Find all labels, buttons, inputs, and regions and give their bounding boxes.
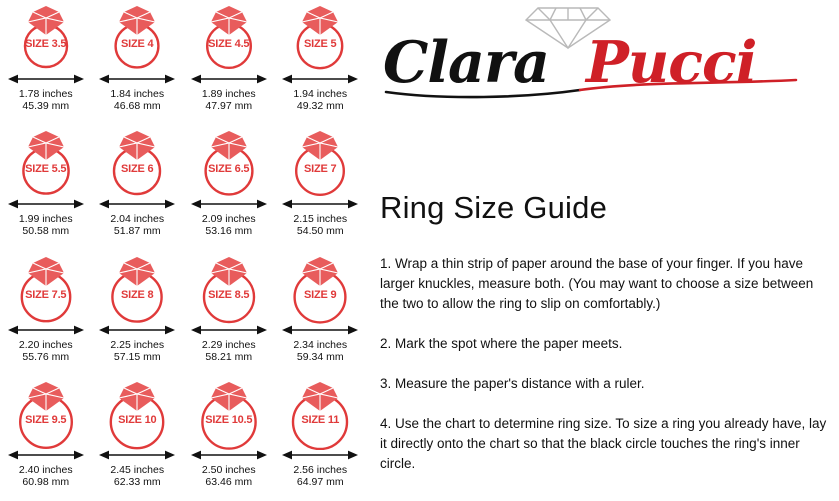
ring-size-cell[interactable] (92, 251, 184, 376)
double-arrow-icon (278, 448, 362, 462)
ring-measurements (202, 339, 256, 363)
guide-step-4: 4. Use the chart to determine ring size. To size a ring you already have, lay it directly onto the chart so that the black circle touches the ring's inner circle. (380, 416, 827, 471)
ring-illustration (4, 127, 88, 199)
ring-inches: 1.94 inches (293, 88, 348, 100)
ring-illustration (187, 378, 271, 450)
ring-size-cell[interactable] (0, 0, 92, 125)
guide-step-3: 3. Measure the paper's distance with a ruler. (380, 376, 645, 391)
double-arrow-icon (187, 448, 271, 462)
brand-name-first: Clara (383, 29, 549, 96)
brand-logo (378, 4, 778, 108)
diameter-arrow (278, 448, 362, 462)
ring-inches: 2.15 inches (293, 213, 348, 226)
ring-size-label: SIZE 8.5 (208, 288, 250, 301)
ring-inches: 1.89 inches (201, 88, 256, 100)
ring-mm: 60.98 mm (22, 475, 70, 488)
ring-illustration (4, 253, 88, 325)
ring-mm: 51.87 mm (113, 225, 161, 238)
ring-illustration (187, 127, 271, 199)
ring-inches: 2.04 inches (110, 213, 165, 226)
ring-size-cell[interactable] (275, 376, 367, 501)
ring-size-label: SIZE 11 (301, 413, 340, 426)
ring-size-label: SIZE 6.5 (208, 163, 250, 176)
ring-mm: 62.33 mm (113, 475, 161, 488)
ring-illustration (278, 378, 362, 450)
double-arrow-icon (95, 448, 179, 462)
ring-illustration (95, 2, 179, 74)
ring-size-cell[interactable] (0, 125, 92, 250)
double-arrow-icon (4, 448, 88, 462)
chart-row (0, 0, 366, 125)
ring-measurements (110, 88, 164, 112)
ring-measurements (110, 339, 164, 363)
double-arrow-icon (278, 323, 362, 337)
ring-mm: 57.15 mm (113, 350, 161, 363)
ring-size-label: SIZE 10 (118, 413, 157, 426)
ring-mm: 45.39 mm (22, 100, 70, 112)
ring-size-cell[interactable] (183, 0, 275, 125)
ring-measurements (110, 213, 164, 237)
ring-measurements (19, 213, 73, 237)
ring-inches: 2.40 inches (18, 463, 73, 476)
ring-illustration (278, 253, 362, 325)
diameter-arrow (95, 197, 179, 211)
ring-measurements (293, 339, 347, 363)
ring-size-cell[interactable] (0, 376, 92, 501)
ring-size-label: SIZE 7.5 (25, 288, 67, 301)
ring-inches: 2.45 inches (110, 463, 165, 476)
ring-mm: 46.68 mm (113, 100, 161, 112)
ring-mm: 49.32 mm (296, 100, 344, 112)
ring-inches: 1.99 inches (18, 213, 73, 226)
diameter-arrow (95, 323, 179, 337)
ring-size-cell[interactable] (92, 125, 184, 250)
double-arrow-icon (187, 323, 271, 337)
ring-size-label: SIZE 6 (121, 163, 154, 176)
ring-mm: 59.34 mm (296, 350, 344, 363)
diameter-arrow (278, 72, 362, 86)
ring-mm: 50.58 mm (22, 225, 70, 238)
double-arrow-icon (4, 197, 88, 211)
ring-illustration (187, 2, 271, 74)
diameter-arrow (278, 323, 362, 337)
ring-inches: 2.09 inches (201, 213, 256, 226)
diameter-arrow (95, 72, 179, 86)
diameter-arrow (187, 448, 271, 462)
ring-size-cell[interactable] (275, 251, 367, 376)
ring-size-cell[interactable] (275, 125, 367, 250)
ring-size-cell[interactable] (183, 125, 275, 250)
page-title: Ring Size Guide (380, 190, 608, 225)
ring-size-label: SIZE 7 (304, 163, 337, 176)
ring-size-cell[interactable] (275, 0, 367, 125)
ring-inches: 2.50 inches (201, 463, 256, 476)
ring-size-label: SIZE 5 (304, 38, 337, 50)
chart-row (0, 251, 366, 376)
double-arrow-icon (95, 323, 179, 337)
ring-mm: 47.97 mm (205, 100, 253, 112)
ring-mm: 53.16 mm (205, 225, 253, 238)
diameter-arrow (4, 323, 88, 337)
ring-size-cell[interactable] (183, 376, 275, 501)
ring-illustration (278, 2, 362, 74)
diameter-arrow (278, 197, 362, 211)
diameter-arrow (4, 197, 88, 211)
ring-illustration (187, 253, 271, 325)
double-arrow-icon (187, 197, 271, 211)
diameter-arrow (187, 197, 271, 211)
ring-size-label: SIZE 10.5 (205, 413, 253, 426)
guide-step-2: 2. Mark the spot where the paper meets. (380, 336, 623, 351)
brand-name-second: Pucci (586, 29, 757, 96)
ring-measurements (293, 88, 347, 112)
chart-row (0, 376, 366, 501)
ring-measurements (110, 464, 164, 488)
diameter-arrow (4, 448, 88, 462)
ring-illustration (4, 378, 88, 450)
ring-inches: 2.56 inches (293, 463, 348, 476)
ring-size-cell[interactable] (183, 251, 275, 376)
ring-mm: 54.50 mm (296, 225, 344, 238)
double-arrow-icon (4, 72, 88, 86)
ring-measurements (202, 213, 256, 237)
ring-size-cell[interactable] (92, 0, 184, 125)
ring-mm: 64.97 mm (296, 475, 344, 488)
ring-illustration (4, 2, 88, 74)
guide-step-1: 1. Wrap a thin strip of paper around the base of your finger. If you have larger knuckles, measure both. (You may want to choose a size between the two to allow the ring to slip on comfortably.) (380, 256, 814, 311)
ring-size-label: SIZE 9 (304, 288, 337, 301)
ring-size-cell[interactable] (0, 251, 92, 376)
diameter-arrow (187, 72, 271, 86)
ring-size-chart (0, 0, 366, 501)
ring-mm: 63.46 mm (205, 475, 253, 488)
ring-size-label: SIZE 8 (121, 288, 154, 301)
ring-inches: 1.84 inches (110, 88, 165, 100)
double-arrow-icon (187, 72, 271, 86)
diameter-arrow (4, 72, 88, 86)
ring-size-label: SIZE 4.5 (208, 38, 250, 50)
ring-inches: 2.20 inches (18, 338, 73, 351)
ring-measurements (202, 88, 256, 112)
ring-size-label: SIZE 3.5 (25, 38, 67, 50)
ring-measurements (19, 339, 73, 363)
ring-measurements (293, 213, 347, 237)
ring-inches: 2.25 inches (110, 338, 165, 351)
ring-mm: 55.76 mm (22, 350, 70, 363)
ring-illustration (95, 378, 179, 450)
ring-measurements (293, 464, 347, 488)
diameter-arrow (95, 448, 179, 462)
ring-inches: 2.29 inches (201, 338, 256, 351)
double-arrow-icon (278, 72, 362, 86)
double-arrow-icon (278, 197, 362, 211)
ring-inches: 1.78 inches (18, 88, 73, 100)
ring-measurements (202, 464, 256, 488)
ring-illustration (278, 127, 362, 199)
ring-measurements (19, 88, 73, 112)
ring-mm: 58.21 mm (205, 350, 253, 363)
ring-illustration (95, 253, 179, 325)
double-arrow-icon (95, 72, 179, 86)
ring-inches: 2.34 inches (293, 338, 348, 351)
ring-size-label: SIZE 4 (121, 38, 154, 50)
guide-panel (366, 0, 839, 501)
ring-size-label: SIZE 9.5 (25, 413, 67, 426)
ring-illustration (95, 127, 179, 199)
double-arrow-icon (4, 323, 88, 337)
ring-size-label: SIZE 5.5 (25, 163, 67, 176)
logo-swash-decoration (384, 78, 804, 100)
diameter-arrow (187, 323, 271, 337)
double-arrow-icon (95, 197, 179, 211)
ring-measurements (19, 464, 73, 488)
chart-row (0, 125, 366, 250)
ring-size-cell[interactable] (92, 376, 184, 501)
